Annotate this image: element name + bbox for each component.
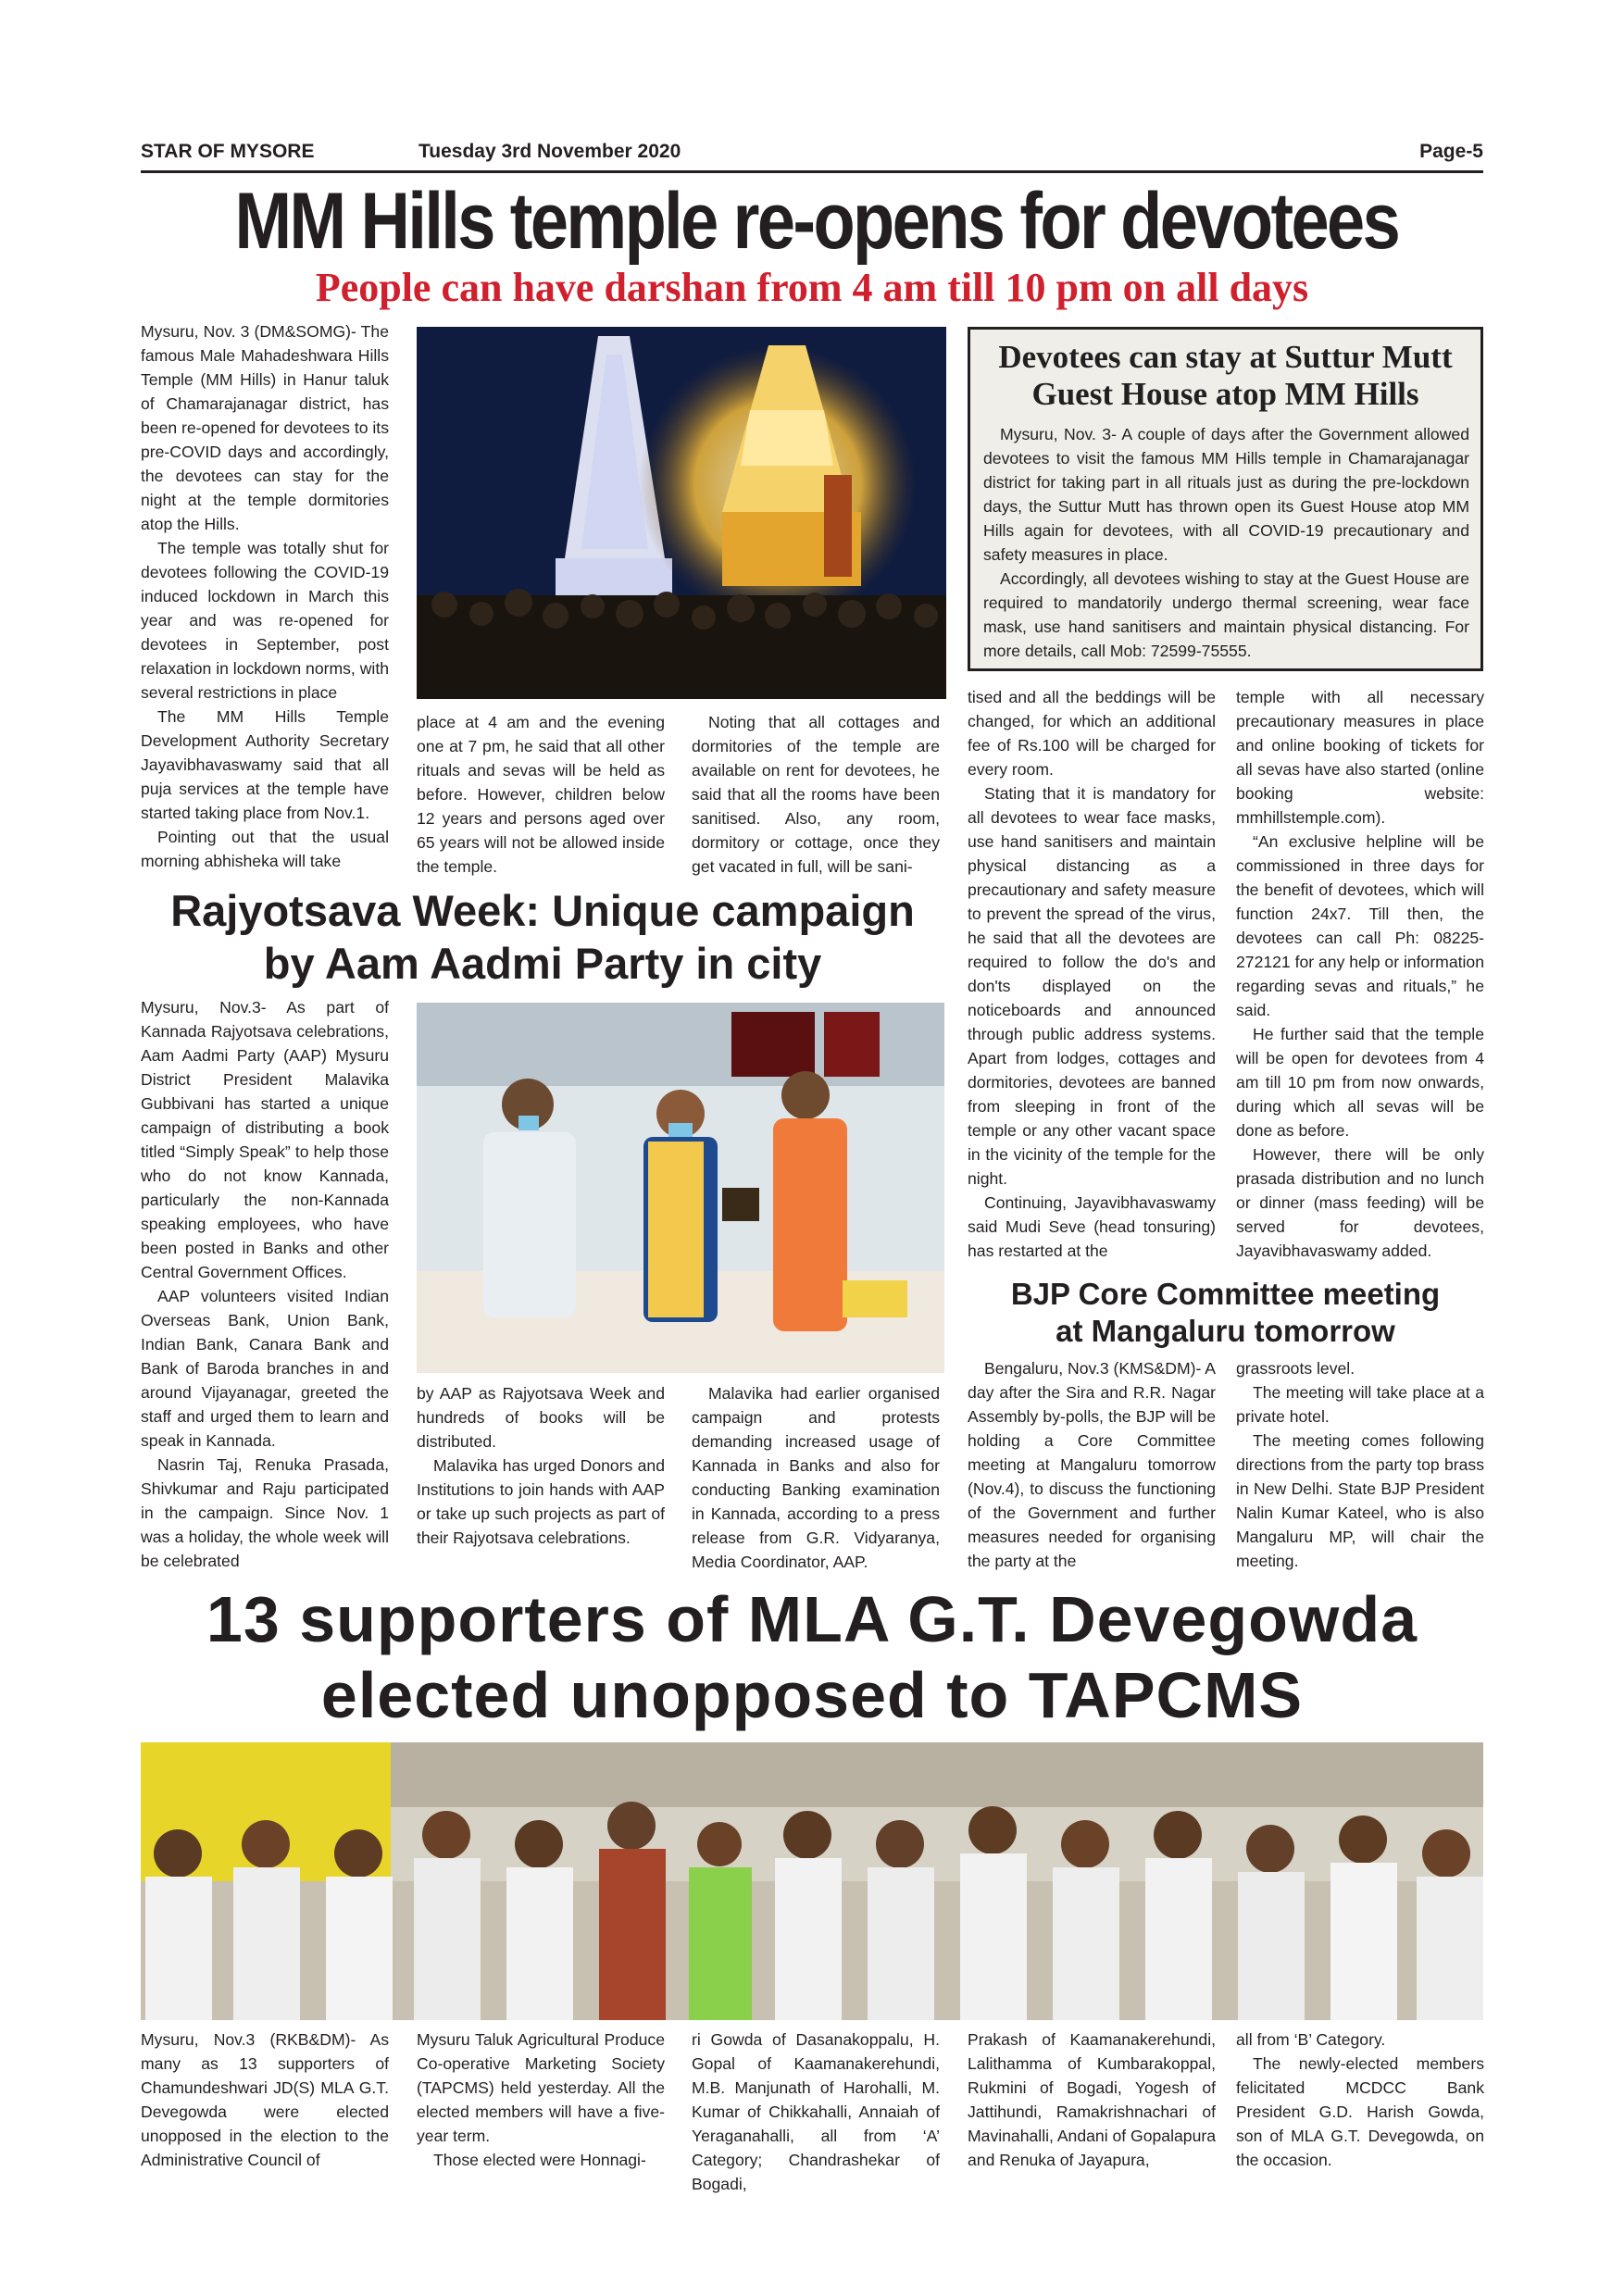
story3-headline-line1: BJP Core Committee meeting [1010, 1277, 1441, 1311]
story4-col4-p1: Prakash of Kaamanakerehundi, Lalithamma of Kumbarakoppal, Rukmini of Bogadi, Yogesh of Jattihundi, Ramakrishnachari of Mavinahalli, Andani of Gopalapura and Renuka of Jayapura, [968, 2030, 1216, 2169]
masthead-rule [141, 170, 1483, 173]
story2-headline-line1: Rajyotsava Week: Unique campaign [170, 886, 915, 935]
story3-col1-p1: Bengaluru, Nov.3 (KMS&DM)- A day after the Sira and R.R. Nagar Assembly by-polls, the BJP will be holding a Core Committee meeting at Mangaluru tomorrow (Nov.4), to discuss the functioning of the Government and further measures needed for organising the party at the [968, 1359, 1216, 1570]
aap-illustration [417, 1003, 944, 1373]
story2-headline [141, 884, 944, 990]
story4-col3-p1: ri Gowda of Dasanakoppalu, H. Gopal of Kaamanakerehundi, M.B. Manjunath of Harohalli, M. Kumar of Chikkahalli, Annaiah of Yeraganahalli, all from ‘A’ Category; Chandrashekar of Bogadi, [692, 2030, 940, 2193]
story4-col3 [692, 2028, 940, 2196]
story2-col3-p1: Malavika had earlier organised campaign and protests demanding increased usage of Kannada in Banks and also for conducting Banking examination in Kannada, according to a press release from G.R. Vidyaranya, Media Coordinator, AAP. [692, 1384, 940, 1571]
temple-illustration [417, 327, 946, 699]
story4-headline-line2: elected unopposed to TAPCMS [320, 1659, 1304, 1731]
story1-headline: MM Hills temple re-opens for devotees [234, 177, 1399, 266]
group-illustration [141, 1742, 1483, 2020]
story1-col1-p4: Pointing out that the usual morning abhisheka will take [141, 828, 389, 870]
story4-col1-p1: Mysuru, Nov.3 (RKB&DM)- As many as 13 supporters of Chamundeshwari JD(S) MLA G.T. Devegowda were elected unopposed in the election to the Administrative Council of [141, 2030, 389, 2169]
story3-col2-p1: grassroots level. [1236, 1359, 1355, 1378]
temple-night-photo [417, 327, 946, 699]
story1-col4-p2: Stating that it is mandatory for all devotees to wear face masks, use hand sanitisers and maintain physical distancing as a precautionary and safety measure to prevent the spread of the virus, he said that all the devotees are required to follow the do's and don'ts displayed on the noticeboards and announced through public address systems. Apart from lodges, cottages and dormitories, devotees are banned from sleeping in front of the temple or any other vacant space in the vicinity of the temple for the night. [968, 784, 1216, 1188]
story1-col1-p1: Mysuru, Nov. 3 (DM&SOMG)- The famous Male Mahadeshwara Hills Temple (MM Hills) in Hanur taluk of Chamarajanagar district, has been re-opened for devotees to its pre-COVID days and accordingly, the devotees can stay for the night at the temple dormitories atop the Hills. [141, 322, 389, 533]
sidebox-p2: Accordingly, all devotees wishing to stay at the Guest House are required to mandatorily undergo thermal screening, wear face mask, use hand sanitisers and maintain physical distancing. For more details, call Mob: 72599-75555. [983, 569, 1469, 660]
masthead [141, 141, 1483, 167]
aap-campaign-photo [417, 1003, 944, 1373]
story4-col5-p2: The newly-elected members felicitated MCDCC Bank President G.D. Harish Gowda, son of MLA G.T. Devegowda, on the occasion. [1236, 2054, 1484, 2169]
story3-headline-line2: at Mangaluru tomorrow [1056, 1314, 1395, 1348]
story2-headline-line2: by Aam Aadmi Party in city [263, 939, 822, 988]
sidebox-body [983, 422, 1469, 663]
story3-col2-p2: The meeting will take place at a private hotel. [1236, 1383, 1484, 1426]
story3-col2 [1236, 1356, 1484, 1573]
story1-col5 [1236, 685, 1484, 1263]
story1-col3 [692, 710, 940, 879]
story4-col5 [1236, 2028, 1484, 2172]
story1-col1-p3: The MM Hills Temple Development Authority Secretary Jayavibhavaswamy said that all puja services at the temple have started taking place from Nov.1. [141, 707, 389, 822]
story2-col2-p1: by AAP as Rajyotsava Week and hundreds of books will be distributed. [417, 1384, 665, 1451]
story4-col1 [141, 2028, 389, 2172]
story4-headline-line1: 13 supporters of MLA G.T. Devegowda [206, 1583, 1418, 1655]
suttur-mutt-box [968, 327, 1483, 671]
story2-col3 [692, 1381, 940, 1574]
story1-col5-p2: “An exclusive helpline will be commissioned in three days for the benefit of devotees, which will function 24x7. Till then, the devotees can call Ph: 08225-272121 for any help or information regarding sevas and rituals,” he said. [1236, 832, 1484, 1019]
story2-col1-p1: Mysuru, Nov.3- As part of Kannada Rajyotsava celebrations, Aam Aadmi Party (AAP) Mysuru District President Malavika Gubbivani has started a unique campaign of distributing a book titled “Simply Speak” to help those who do not know Kannada, particularly the non-Kannada speaking employees, who have been posted in Banks and other Central Government Offices. [141, 998, 389, 1281]
story1-col1-p2: The temple was totally shut for devotees following the COVID-19 induced lockdown in March this year and was re-opened for devotees in September, post relaxation in lockdown norms, with several restrictions in place [141, 539, 389, 702]
story1-col1 [141, 319, 389, 873]
story1-col4 [968, 685, 1216, 1263]
story2-col1-p3: Nasrin Taj, Renuka Prasada, Shivkumar and Raju participated in the campaign. Since Nov. 1 was a holiday, the whole week will be celebrated [141, 1455, 389, 1570]
story4-col2-p2: Those elected were Honnagi- [433, 2151, 646, 2169]
story1-col2-p1: place at 4 am and the evening one at 7 pm, he said that all other rituals and sevas will be held as before. However, children below 12 years and persons aged over 65 years will not be allowed inside the temple. [417, 713, 665, 876]
paper-name: STAR OF MYSORE [141, 141, 315, 162]
story1-col5-p4: However, there will be only prasada distribution and no lunch or dinner (mass feeding) will be served for devotees, Jayavibhavaswamy added. [1236, 1145, 1484, 1260]
story1-col2 [417, 710, 665, 879]
tapcms-group-photo [141, 1742, 1483, 2020]
story1-col4-p3: Continuing, Jayavibhavaswamy said Mudi Seve (head tonsuring) has restarted at the [968, 1193, 1216, 1260]
story1-col3-p1: Noting that all cottages and dormitories of the temple are available on rent for devotees, he said that all the rooms have been sanitised. Also, any room, dormitory or cottage, once they get vacated in full, will be sani- [692, 713, 940, 876]
story1-col5-p3: He further said that the temple will be open for devotees from 4 am till 10 pm from now onwards, during which all sevas will be done as before. [1236, 1025, 1484, 1140]
story4-col5-p1: all from ‘B’ Category. [1236, 2030, 1386, 2049]
story1-col5-p1: temple with all necessary precautionary measures in place and online booking of tickets for all sevas have also started (online booking website: mmhillstemple.com). [1236, 688, 1484, 827]
story3-col2-p3: The meeting comes following directions from the party top brass in New Delhi. State BJP President Nalin Kumar Kateel, who is also Mangaluru MP, will chair the meeting. [1236, 1431, 1484, 1570]
page-number: Page-5 [1419, 141, 1483, 162]
sidebox-p1: Mysuru, Nov. 3- A couple of days after the Government allowed devotees to visit the famous MM Hills temple in Chamarajanagar district for taking part in all rituals just as during the pre-lockdown days, the Suttur Mutt has thrown open its Guest House atop MM Hills again for devotees, with all COVID-19 precautionary and safety measures in place. [983, 425, 1469, 564]
story1-col4-p1: tised and all the beddings will be changed, for which an additional fee of Rs.100 will be charged for every room. [968, 688, 1216, 779]
issue-date: Tuesday 3rd November 2020 [418, 141, 681, 162]
story4-col2-p1: Mysuru Taluk Agricultural Produce Co-operative Marketing Society (TAPCMS) held yesterday. All the elected members will have a five-year term. [417, 2030, 665, 2145]
story2-col2-p2: Malavika has urged Donors and Institutions to join hands with AAP or take up such projects as part of their Rajyotsava celebrations. [417, 1456, 665, 1547]
story2-col1-p2: AAP volunteers visited Indian Overseas Bank, Union Bank, Indian Bank, Canara Bank and Bank of Baroda branches in and around Vijayanagar, greeted the staff and urged them to learn and speak in Kannada. [141, 1287, 389, 1450]
story4-col2 [417, 2028, 665, 2172]
story3-col1 [968, 1356, 1216, 1573]
story1-subhead: People can have darshan from 4 am till 10 pm on all days [315, 265, 1309, 310]
story2-col2 [417, 1381, 665, 1550]
story4-col4 [968, 2028, 1216, 2172]
story4-headline [141, 1581, 1483, 1733]
story2-col1 [141, 995, 389, 1573]
story3-headline [968, 1276, 1483, 1350]
sidebox-headline: Devotees can stay at Suttur Mutt Guest House atop MM Hills [998, 339, 1453, 412]
